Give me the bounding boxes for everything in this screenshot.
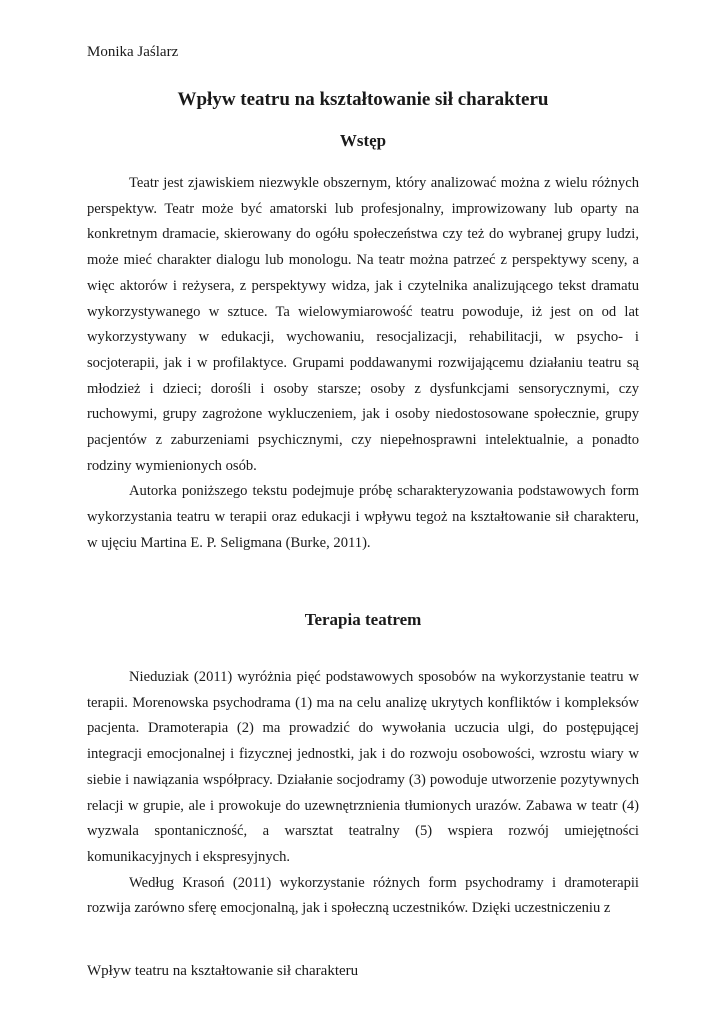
section-heading-intro: Wstęp	[339, 131, 387, 150]
therapy-paragraph-2: Według Krasoń (2011) wykorzystanie różnych form psychodramy i dramoterapii rozwija zarówno sferę emocjonalną, jak i społeczną uczestników. Dzięki uczestniczeniu z	[87, 874, 639, 917]
page-header-author: Monika Jaślarz	[87, 44, 179, 60]
section-heading-therapy: Terapia teatrem	[304, 610, 422, 629]
therapy-paragraph-1: Nieduziak (2011) wyróżnia pięć podstawowych sposobów na wykorzystanie teatru w terapii. Morenowska psychodrama (1) ma na celu analizę ukrytych konfliktów i kompleksów pacjenta. Dramoterapia (2) ma prowadzić do wywołania uczucia ulgi, do postępującej integracji emocjonalnej i fizycznej jednostki, jak i do rozwoju osobowości, wzrostu wiary w siebie i nawiązania współpracy. Działanie socjodramy (3) powoduje utworzenie pozytywnych relacji w grupie, ale i prowokuje do uzewnętrznienia tłumionych urazów. Zabawa w teatr (4) wyzwala spontaniczność, a warsztat teatralny (5) wspiera rozwój umiejętności komunikacyjnych i ekspresyjnych.	[87, 669, 639, 865]
page-footer-title: Wpływ teatru na kształtowanie sił charakteru	[87, 963, 359, 979]
therapy-text-block	[87, 665, 639, 922]
document-title: Wpływ teatru na kształtowanie sił charakteru	[177, 89, 549, 110]
intro-text-block	[87, 171, 639, 557]
intro-paragraph-1: Teatr jest zjawiskiem niezwykle obszernym, który analizować można z wielu różnych perspektyw. Teatr może być amatorski lub profesjonalny, improwizowany lub oparty na konkretnym dramacie, skierowany do ogółu społeczeństwa czy też do wybranej grupy ludzi, może mieć charakter dialogu lub monologu. Na teatr można patrzeć z perspektywy sceny, a więc aktorów i reżysera, z perspektywy widza, jak i czytelnika analizującego tekst dramatu wykorzystywanego w sztuce. Ta wielowymiarowość teatru powoduje, iż jest on od lat wykorzystywany w edukacji, wychowaniu, resocjalizacji, rehabilitacji, w psycho- i socjoterapii, jak i w profilaktyce. Grupami poddawanymi rozwijającemu działaniu teatru są młodzież i dzieci; dorośli i osoby starsze; osoby z dysfunkcjami sensorycznymi, czy ruchowymi, grupy zagrożone wykluczeniem, jak i osoby niedostosowane społecznie, grupy pacjentów z zaburzeniami psychicznymi, czy niepełnosprawni intelektualnie, a ponadto rodziny wymienionych osób.	[87, 175, 639, 474]
intro-paragraph-2: Autorka poniższego tekstu podejmuje próbę scharakteryzowania podstawowych form wykorzystania teatru w terapii oraz edukacji i wpływu tegoż na kształtowanie sił charakteru, w ujęciu Martina E. P. Seligmana (Burke, 2011).	[87, 483, 639, 551]
